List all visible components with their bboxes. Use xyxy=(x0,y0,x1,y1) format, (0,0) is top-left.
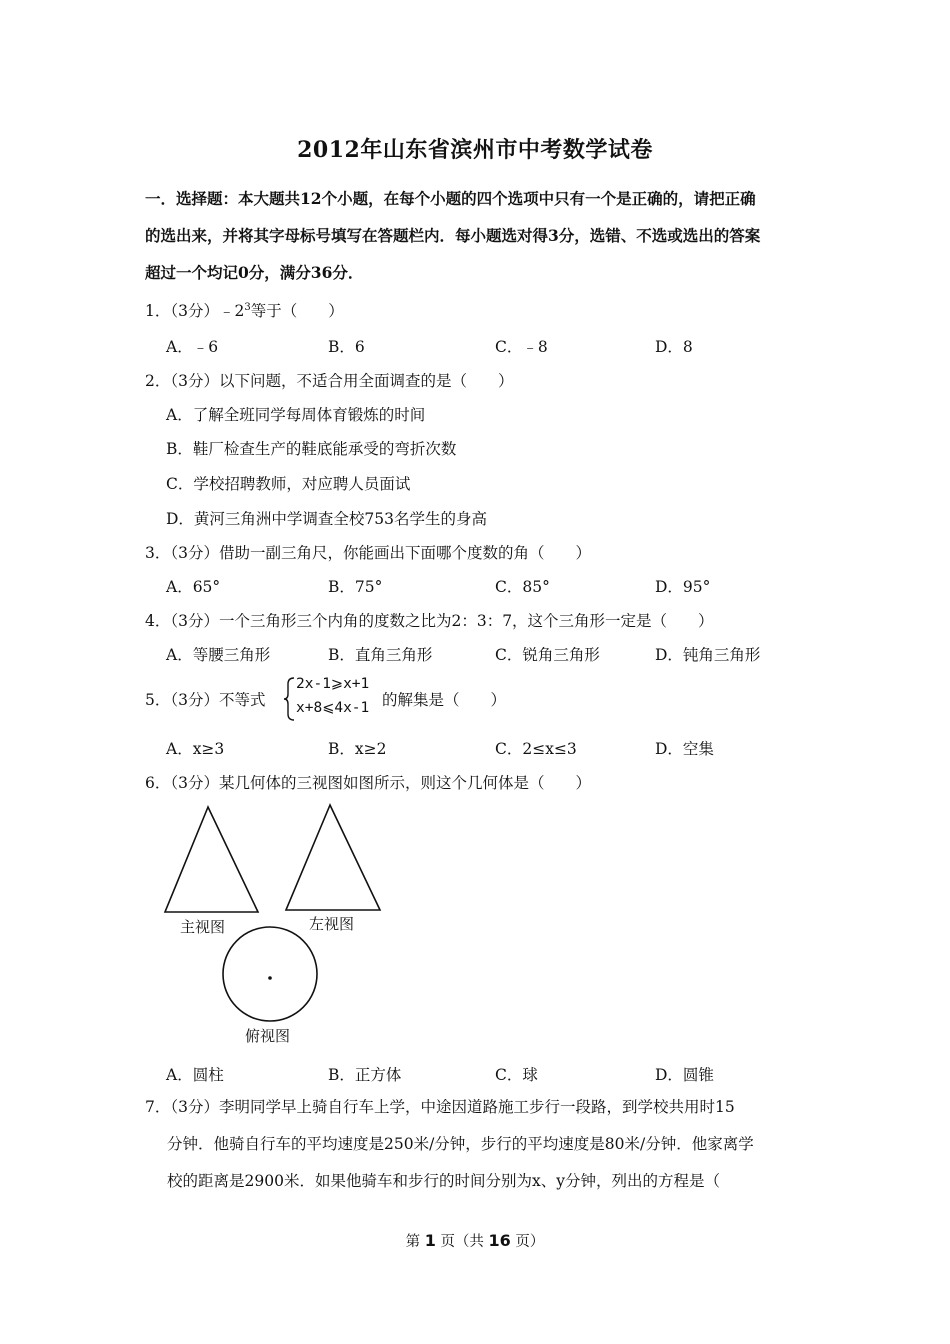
option-c: C．学校招聘教师，对应聘人员面试 xyxy=(166,475,411,493)
option-a: A．﹣6 xyxy=(166,338,219,356)
center-dot xyxy=(268,976,272,980)
inequality-1: 2x-1⩾x+1 xyxy=(296,676,370,692)
total-pages: 16 xyxy=(488,1231,511,1250)
top-view-label: 俯视图 xyxy=(245,1027,291,1045)
option-a: A．了解全班同学每周体育锻炼的时间 xyxy=(166,406,426,424)
section-instructions xyxy=(145,180,810,291)
option-d: D．钝角三角形 xyxy=(655,646,761,664)
question-3: 3．（3分）借助一副三角尺，你能画出下面哪个度数的角（ ） xyxy=(145,544,591,562)
question-7-line: 分钟．他骑自行车的平均速度是250米/分钟，步行的平均速度是80米/分钟．他家离学 xyxy=(167,1135,754,1153)
front-view-label: 主视图 xyxy=(180,918,226,936)
question-1-suffix: 等于（ ） xyxy=(250,302,344,320)
option-c: C．锐角三角形 xyxy=(495,646,600,664)
option-c: C．2≤x≤3 xyxy=(495,740,577,758)
inequality-system xyxy=(282,676,392,722)
section-line: 一．选择题：本大题共12个小题，在每个小题的四个选项中只有一个是正确的，请把正确 xyxy=(145,189,756,208)
option-a: A．圆柱 xyxy=(166,1066,224,1084)
option-d: D．8 xyxy=(655,338,693,356)
option-b: B．6 xyxy=(328,338,365,356)
option-c: C．球 xyxy=(495,1066,538,1084)
option-b: B．正方体 xyxy=(328,1066,402,1084)
page-number: 1 xyxy=(424,1231,436,1250)
top-view-circle xyxy=(223,927,317,1021)
option-d: D．黄河三角洲中学调查全校753名学生的身高 xyxy=(166,510,488,528)
option-b: B．75° xyxy=(328,578,383,596)
section-line: 的选出来，并将其字母标号填写在答题栏内．每小题选对得3分，选错、不选或选出的答案 xyxy=(145,226,761,245)
question-7-line: 校的距离是2900米．如果他骑车和步行的时间分别为x、y分钟，列出的方程是（ xyxy=(167,1172,720,1190)
option-b: B．x≥2 xyxy=(328,740,387,758)
footer-mid: 页（共 xyxy=(440,1234,484,1250)
question-6: 6．（3分）某几何体的三视图如图所示，则这个几何体是（ ） xyxy=(145,774,591,792)
question-4: 4．（3分）一个三角形三个内角的度数之比为2：3：7，这个三角形一定是（ ） xyxy=(145,612,714,630)
option-c: C．﹣8 xyxy=(495,338,548,356)
exponent: 3 xyxy=(244,301,251,313)
option-a: A．65° xyxy=(166,578,221,596)
option-b: B．鞋厂检查生产的鞋底能承受的弯折次数 xyxy=(166,440,457,458)
brace-icon xyxy=(282,676,296,722)
front-view-triangle xyxy=(165,807,258,912)
option-d: D．空集 xyxy=(655,740,714,758)
option-d: D．95° xyxy=(655,578,711,596)
option-a: A．等腰三角形 xyxy=(166,646,271,664)
page-footer xyxy=(0,1230,950,1251)
left-view-triangle xyxy=(286,805,380,910)
option-a: A．x≥3 xyxy=(166,740,225,758)
question-1-prefix: 1．（3分）﹣2 xyxy=(145,302,245,320)
option-c: C．85° xyxy=(495,578,550,596)
footer-pre: 第 xyxy=(405,1234,421,1250)
page-title: 2012年山东省滨州市中考数学试卷 xyxy=(297,137,653,163)
question-7 xyxy=(145,1089,813,1200)
option-d: D．圆锥 xyxy=(655,1066,714,1084)
question-7-line: 7．（3分）李明同学早上骑自行车上学，中途因道路施工步行一段路，到学校共用时15 xyxy=(145,1098,735,1116)
footer-post: 页） xyxy=(515,1234,545,1250)
left-view-label: 左视图 xyxy=(309,915,355,933)
section-line: 超过一个均记0分，满分36分． xyxy=(145,263,364,282)
inequality-2: x+8⩽4x-1 xyxy=(296,700,370,716)
question-2: 2．（3分）以下问题，不适合用全面调查的是（ ） xyxy=(145,372,514,390)
question-5-prefix: 5．（3分）不等式 xyxy=(145,691,266,709)
question-1 xyxy=(145,299,344,321)
question-5-suffix: 的解集是（ ） xyxy=(382,691,507,709)
option-b: B．直角三角形 xyxy=(328,646,433,664)
